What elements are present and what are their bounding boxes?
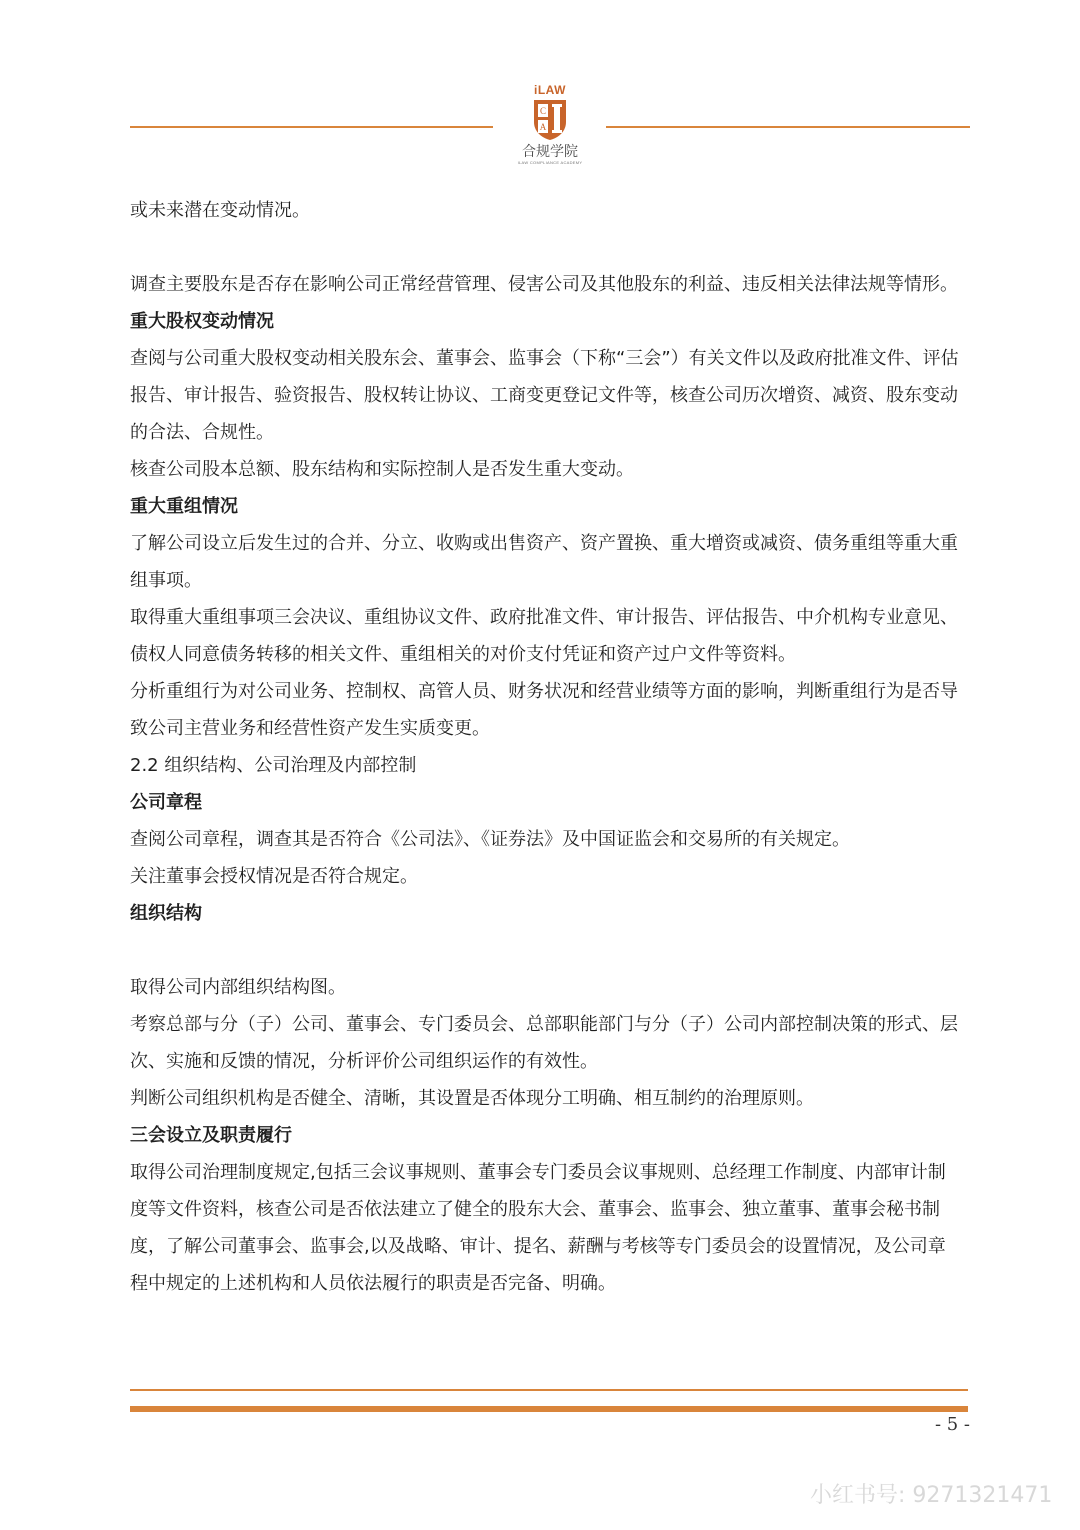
paragraph: 核查公司股本总额、股东结构和实际控制人是否发生重大变动。 <box>130 459 634 480</box>
header-rule-right <box>606 126 970 128</box>
paragraph: 查阅与公司重大股权变动相关股东会、董事会、监事会（下称“三会”）有关文件以及政府批准文件、评估报告、审计报告、验资报告、股权转让协议、工商变更登记文件等，核查公司历次增资、减资、股东变动的合法、合规性。 <box>130 348 959 443</box>
section-heading: 三会设立及职责履行 <box>130 1125 292 1146</box>
paragraph: 判断公司组织机构是否健全、清晰，其设置是否体现分工明确、相互制约的治理原则。 <box>130 1088 814 1109</box>
paragraph: 或未来潜在变动情况。 <box>130 200 310 221</box>
logo-chinese-name: 合规学院 <box>522 144 578 160</box>
header-rule-left <box>130 126 493 128</box>
paragraph: 查阅公司章程，调查其是否符合《公司法》、《证券法》及中国证监会和交易所的有关规定。 <box>130 829 850 850</box>
paragraph: 取得公司治理制度规定,包括三会议事规则、董事会专门委员会议事规则、总经理工作制度、内部审计制度等文件资料，核查公司是否依法建立了健全的股东大会、董事会、监事会、独立董事、董事会秘书制度，了解公司董事会、监事会,以及战略、审计、提名、薪酬与考核等专门委员会的设置情况，及公司章程中规定的上述机构和人员依法履行的职责是否完备、明确。 <box>130 1162 946 1294</box>
shield-emblem-icon <box>530 98 570 142</box>
watermark: 小红书号: 9271321471 <box>810 1483 1053 1508</box>
logo-wordmark: iLAW <box>534 83 566 97</box>
paragraph: 调查主要股东是否存在影响公司正常经营管理、侵害公司及其他股东的利益、违反相关法律法规等情形。 <box>130 274 958 295</box>
paragraph: 取得重大重组事项三会决议、重组协议文件、政府批准文件、审计报告、评估报告、中介机构专业意见、债权人同意债务转移的相关文件、重组相关的对价支付凭证和资产过户文件等资料。 <box>130 607 958 665</box>
spacer <box>130 229 960 266</box>
footer-rule-thick <box>130 1406 968 1412</box>
paragraph: 了解公司设立后发生过的合并、分立、收购或出售资产、资产置换、重大增资或减资、债务重组等重大重组事项。 <box>130 533 958 591</box>
paragraph: 分析重组行为对公司业务、控制权、高管人员、财务状况和经营业绩等方面的影响，判断重组行为是否导致公司主营业务和经营性资产发生实质变更。 <box>130 681 958 739</box>
spacer <box>130 932 960 969</box>
section-heading: 公司章程 <box>130 792 202 813</box>
paragraph: 取得公司内部组织结构图。 <box>130 977 346 998</box>
section-heading: 重大重组情况 <box>130 496 238 517</box>
logo-english-name: ILAW COMPLIANCE ACADEMY <box>517 160 583 165</box>
document-body <box>130 192 960 1302</box>
logo-letter-a: A <box>539 122 547 132</box>
paragraph: 考察总部与分（子）公司、董事会、专门委员会、总部职能部门与分（子）公司内部控制决策的形式、层次、实施和反馈的情况，分析评价公司组织运作的有效性。 <box>130 1014 958 1072</box>
logo-letter-c: C <box>539 106 547 116</box>
footer-rule-thin <box>130 1389 968 1391</box>
section-heading: 组织结构 <box>130 903 202 924</box>
section-heading: 重大股权变动情况 <box>130 311 274 332</box>
subsection-heading: 2.2 组织结构、公司治理及内部控制 <box>130 755 417 776</box>
paragraph: 关注董事会授权情况是否符合规定。 <box>130 866 418 887</box>
page-number: - 5 - <box>934 1414 970 1435</box>
ilaw-logo <box>507 84 593 174</box>
